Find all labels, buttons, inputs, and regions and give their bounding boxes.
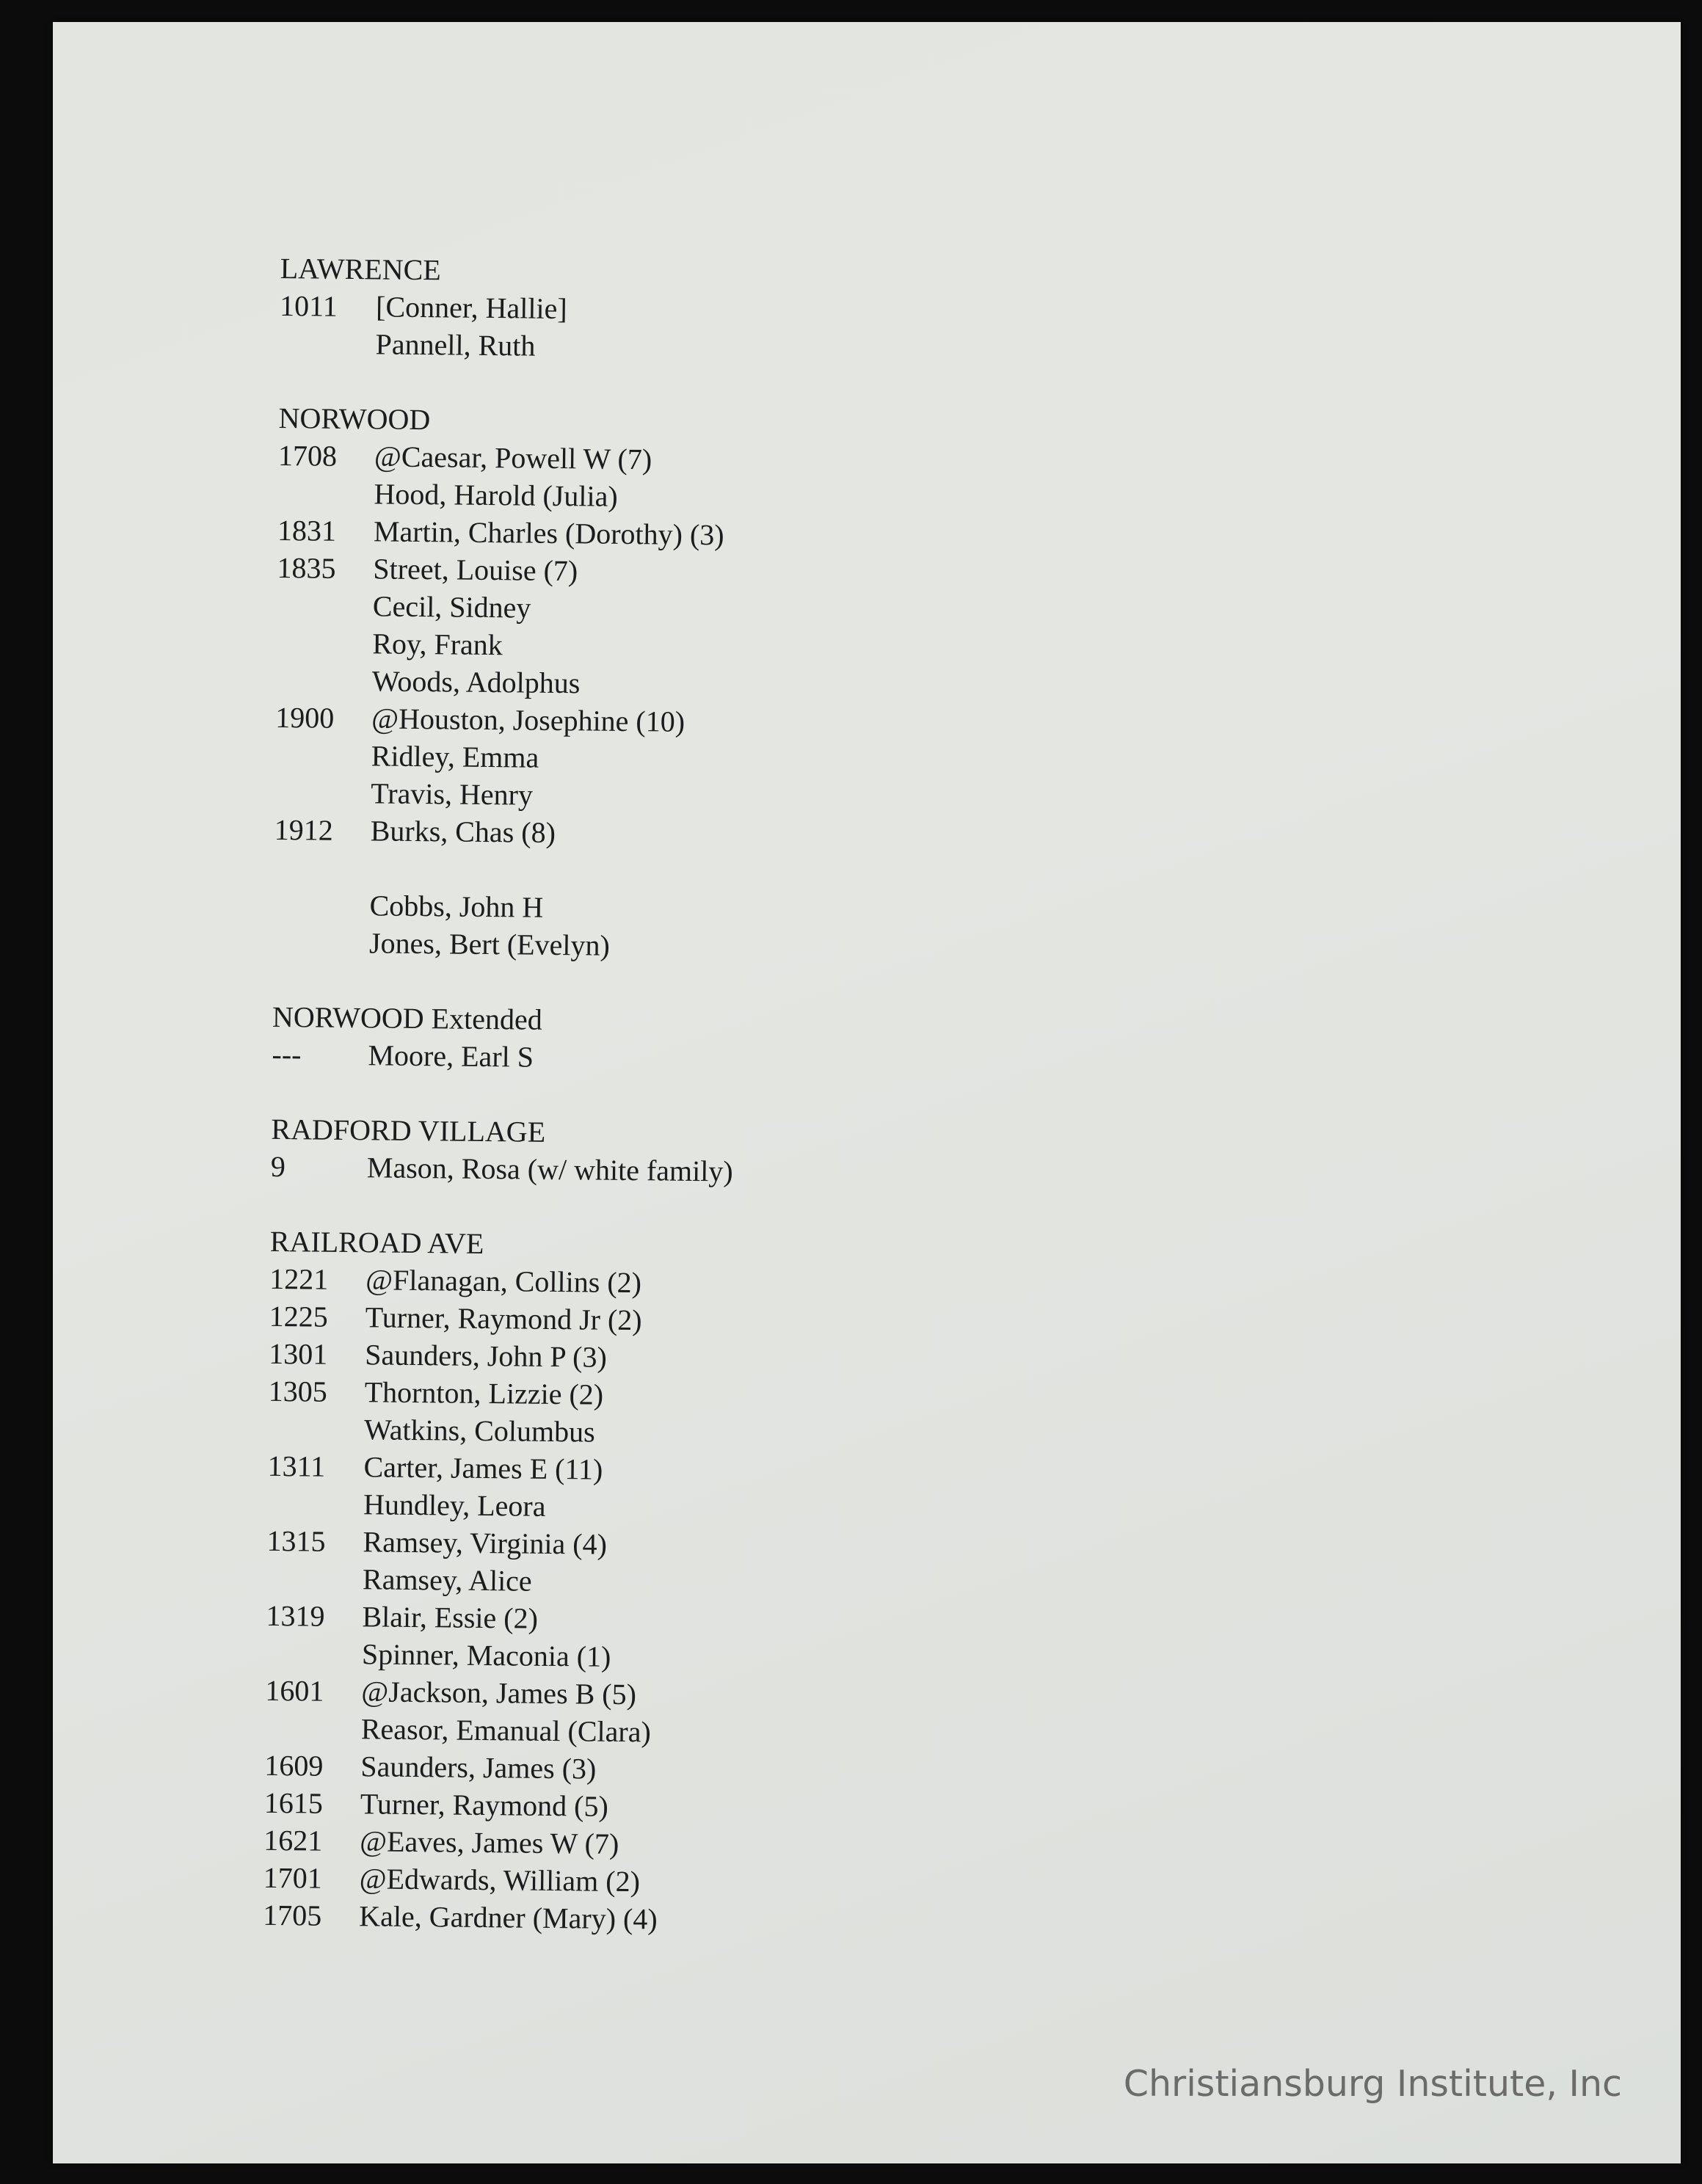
house-number	[273, 923, 370, 961]
house-number	[265, 1709, 362, 1747]
house-number: 1615	[263, 1786, 324, 1820]
house-number: 1708	[277, 438, 338, 473]
resident-name: Woods, Adolphus	[371, 664, 581, 700]
street-section	[271, 1110, 1152, 1195]
resident-name: Martin, Charles (Dorothy) (3)	[373, 514, 724, 552]
resident-name: Watkins, Columbus	[363, 1413, 595, 1449]
house-number: 1315	[266, 1524, 326, 1558]
resident-name: @Eaves, James W (7)	[360, 1824, 619, 1860]
resident-name: Moore, Earl S	[368, 1038, 534, 1074]
house-number	[268, 1410, 365, 1448]
house-number	[277, 474, 374, 512]
street-heading: RADFORD VILLAGE	[271, 1112, 546, 1149]
house-number: 1311	[267, 1449, 326, 1483]
resident-name: [Conner, Hallie]	[375, 290, 567, 326]
resident-name: Ramsey, Virginia (4)	[363, 1525, 608, 1561]
resident-name: Thornton, Lizzie (2)	[364, 1375, 604, 1411]
house-number: 1609	[264, 1748, 324, 1783]
house-number	[274, 774, 371, 812]
house-number: 1225	[269, 1299, 329, 1333]
house-number: 1301	[269, 1336, 328, 1371]
resident-name: Roy, Frank	[372, 627, 503, 662]
watermark: Christiansburg Institute, Inc	[1123, 2063, 1622, 2105]
resident-name: Cecil, Sidney	[372, 589, 531, 625]
house-number	[275, 736, 372, 774]
street-section	[263, 1223, 1151, 1943]
house-number	[276, 661, 373, 699]
house-number	[267, 1485, 364, 1523]
resident-name: Street, Louise (7)	[373, 552, 578, 588]
resident-name: @Jackson, James B (5)	[361, 1675, 637, 1711]
house-number: 1835	[277, 550, 336, 585]
resident-name: Ridley, Emma	[371, 739, 539, 774]
resident-name: Turner, Raymond (5)	[360, 1787, 609, 1823]
house-number	[277, 586, 374, 625]
house-number: 1319	[266, 1598, 325, 1633]
house-number: ---	[272, 1037, 302, 1071]
street-heading: LAWRENCE	[280, 251, 441, 287]
house-number	[279, 324, 376, 363]
resident-name: Saunders, James (3)	[360, 1750, 597, 1786]
house-number	[266, 1634, 363, 1672]
house-number: 1912	[274, 812, 333, 847]
street-heading: RAILROAD AVE	[269, 1224, 484, 1260]
resident-name: Blair, Essie (2)	[362, 1600, 539, 1635]
directory-listing	[262, 250, 1161, 1980]
house-number	[273, 886, 370, 924]
house-number: 1601	[265, 1673, 324, 1708]
house-number	[276, 624, 373, 662]
resident-name: Jones, Bert (Evelyn)	[368, 926, 611, 962]
resident-name: Carter, James E (11)	[363, 1450, 603, 1486]
house-number: 1305	[268, 1374, 327, 1408]
resident-name: Mason, Rosa (w/ white family)	[366, 1151, 733, 1188]
house-number: 1701	[263, 1860, 322, 1895]
resident-name: Hundley, Leora	[363, 1488, 546, 1523]
document-page	[53, 22, 1681, 2163]
house-number: 1221	[269, 1262, 329, 1296]
resident-name: Saunders, John P (3)	[365, 1338, 608, 1374]
resident-name: Burks, Chas (8)	[370, 814, 556, 849]
house-number: 1831	[277, 513, 337, 547]
street-section	[272, 998, 1153, 1082]
resident-name: @Flanagan, Collins (2)	[366, 1263, 642, 1300]
resident-name: @Houston, Josephine (10)	[371, 702, 685, 738]
house-number	[266, 1559, 363, 1598]
resident-name: Travis, Henry	[371, 776, 534, 812]
resident-name: Pannell, Ruth	[375, 327, 536, 363]
resident-name: Kale, Gardner (Mary) (4)	[358, 1899, 658, 1936]
resident-name: @Caesar, Powell W (7)	[374, 440, 652, 476]
street-section	[273, 399, 1160, 970]
resident-name: Hood, Harold (Julia)	[374, 477, 618, 513]
house-number: 9	[270, 1149, 286, 1184]
resident-name: Reasor, Emanual (Clara)	[360, 1712, 652, 1749]
resident-name: Cobbs, John H	[369, 889, 544, 924]
resident-name: @Edwards, William (2)	[359, 1862, 641, 1899]
resident-name: Ramsey, Alice	[362, 1562, 532, 1598]
street-heading: NORWOOD	[278, 401, 431, 437]
resident-name: Turner, Raymond Jr (2)	[365, 1300, 642, 1337]
resident-name: Spinner, Maconia (1)	[361, 1637, 611, 1673]
house-number: 1621	[263, 1823, 323, 1857]
house-number: 1011	[279, 288, 338, 323]
street-heading: NORWOOD Extended	[272, 1000, 542, 1036]
house-number: 1705	[262, 1898, 322, 1932]
street-section	[279, 250, 1161, 371]
house-number: 1900	[275, 700, 335, 735]
